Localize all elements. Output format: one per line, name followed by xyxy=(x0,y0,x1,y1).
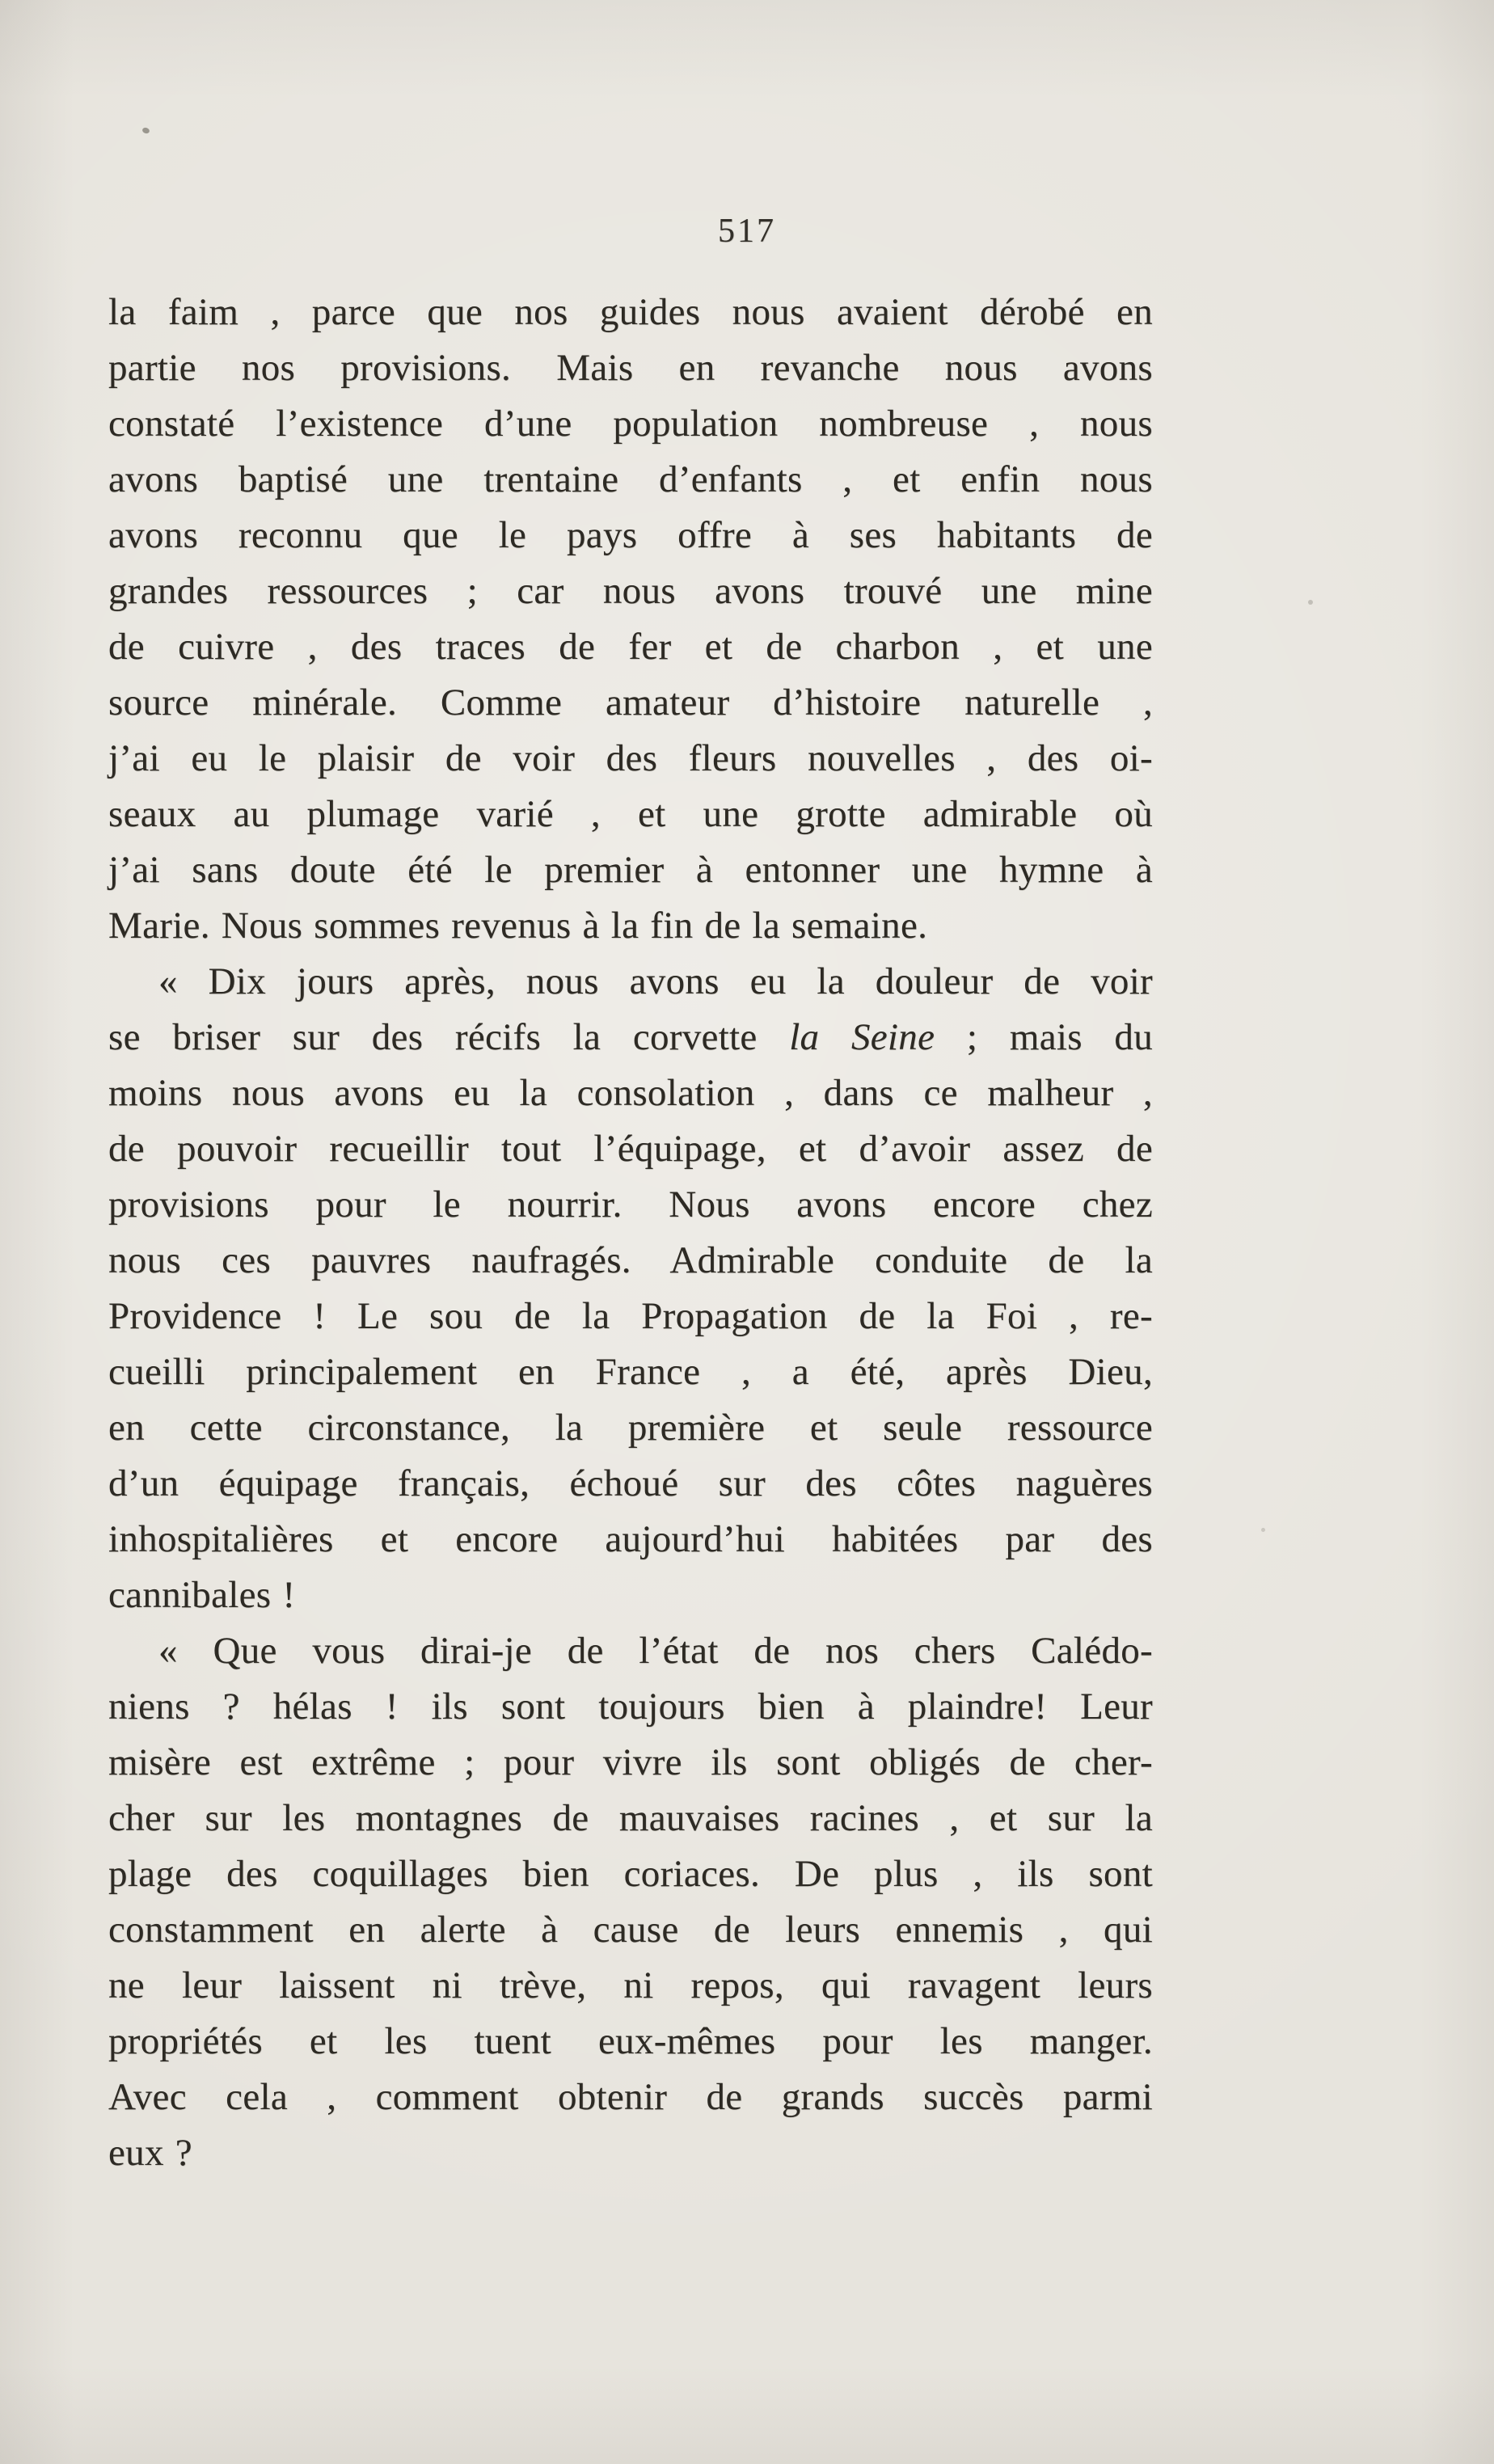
text-segment: ; mais du xyxy=(935,1016,1154,1058)
text-line: moins nous avons eu la consolation , dans ce malheur , xyxy=(108,1072,1153,1114)
text-line: eux ? xyxy=(108,2132,192,2174)
italic-ship-name: la Seine xyxy=(789,1016,935,1058)
text-line: nous ces pauvres naufragés. Admirable conduite de la xyxy=(108,1239,1153,1281)
text-line: d’un équipage français, échoué sur des côtes naguères xyxy=(108,1462,1153,1504)
paper-speck xyxy=(1261,1528,1265,1532)
text-line: misère est extrême ; pour vivre ils sont obligés de cher- xyxy=(108,1741,1153,1783)
text-line: constaté l’existence d’une population nombreuse , nous xyxy=(108,403,1153,445)
text-segment: se briser sur des récifs la corvette xyxy=(108,1016,790,1058)
text-line: cher sur les montagnes de mauvaises racines , et sur la xyxy=(108,1797,1153,1839)
text-line xyxy=(108,1010,1153,1065)
text-line: grandes ressources ; car nous avons trouvé une mine xyxy=(108,570,1153,612)
text-block xyxy=(108,285,1153,2181)
text-line: source minérale. Comme amateur d’histoire naturelle , xyxy=(108,681,1153,724)
text-line: provisions pour le nourrir. Nous avons encore chez xyxy=(108,1183,1153,1226)
text-line: plage des coquillages bien coriaces. De plus , ils sont xyxy=(108,1853,1153,1895)
text-line: « Que vous dirai-je de l’état de nos chers Calédo- xyxy=(158,1630,1153,1672)
paper-speck xyxy=(141,127,150,135)
text-line: Avec cela , comment obtenir de grands succès parmi xyxy=(108,2076,1153,2118)
text-line: j’ai sans doute été le premier à entonner une hymne à xyxy=(108,849,1153,891)
text-line: niens ? hélas ! ils sont toujours bien à plaindre! Leur xyxy=(108,1686,1153,1728)
text-line: j’ai eu le plaisir de voir des fleurs nouvelles , des oi- xyxy=(108,737,1153,779)
text-line: avons reconnu que le pays offre à ses habitants de xyxy=(108,514,1153,556)
text-line: cueilli principalement en France , a été, après Dieu, xyxy=(108,1351,1153,1393)
text-line: cannibales ! xyxy=(108,1574,296,1616)
text-line: propriétés et les tuent eux-mêmes pour les manger. xyxy=(108,2020,1153,2062)
text-line: de pouvoir recueillir tout l’équipage, et d’avoir assez de xyxy=(108,1128,1153,1170)
text-line: « Dix jours après, nous avons eu la douleur de voir xyxy=(158,960,1153,1002)
text-line: avons baptisé une trentaine d’enfants , et enfin nous xyxy=(108,458,1153,500)
text-line: ne leur laissent ni trève, ni repos, qui ravagent leurs xyxy=(108,1964,1153,2006)
paragraph xyxy=(108,1623,1153,2181)
text-line: constamment en alerte à cause de leurs ennemis , qui xyxy=(108,1909,1153,1951)
text-line: en cette circonstance, la première et seule ressource xyxy=(108,1407,1153,1449)
paragraph xyxy=(108,285,1153,954)
text-line: de cuivre , des traces de fer et de charbon , et une xyxy=(108,626,1153,668)
page-number: 517 xyxy=(718,213,776,250)
text-line: inhospitalières et encore aujourd’hui habitées par des xyxy=(108,1518,1153,1560)
paragraph xyxy=(108,954,1153,1623)
text-line: Providence ! Le sou de la Propagation de la Foi , re- xyxy=(108,1295,1153,1337)
text-line: partie nos provisions. Mais en revanche nous avons xyxy=(108,347,1153,389)
text-line: la faim , parce que nos guides nous avaient dérobé en xyxy=(108,291,1153,333)
paper-speck xyxy=(1308,600,1313,605)
text-line: seaux au plumage varié , et une grotte admirable où xyxy=(108,793,1153,835)
text-line: Marie. Nous sommes revenus à la fin de la semaine. xyxy=(108,905,928,947)
